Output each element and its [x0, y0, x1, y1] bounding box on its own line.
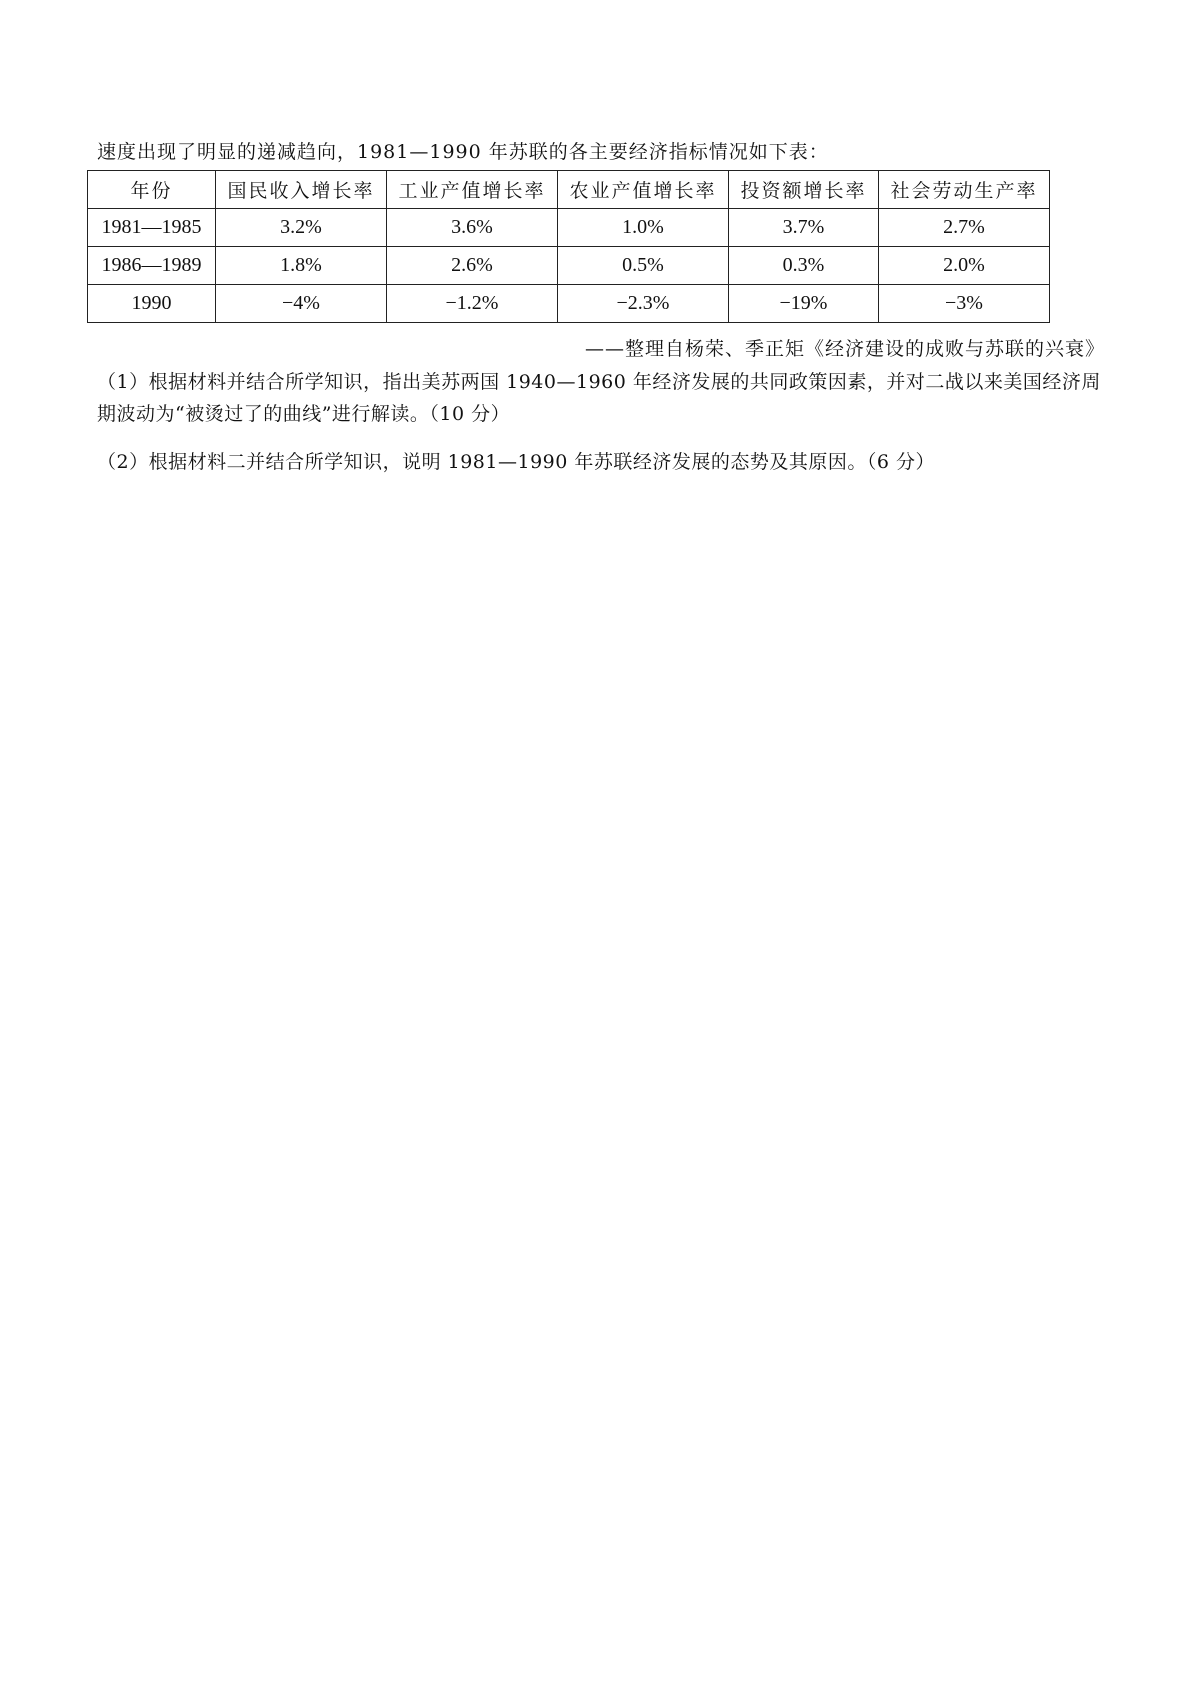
table-row: [88, 247, 1050, 285]
table-cell: 3.7%: [729, 209, 879, 247]
question-2: （2）根据材料二并结合所学知识，说明 1981—1990 年苏联经济发展的态势及其原因。（6 分）: [97, 451, 936, 473]
table-cell: 2.6%: [387, 247, 558, 285]
table-cell: −19%: [729, 285, 879, 323]
header-year: 年份: [88, 171, 216, 209]
table-cell-year: 1990: [88, 285, 216, 323]
table-cell: 1.0%: [558, 209, 729, 247]
table-cell: 3.6%: [387, 209, 558, 247]
table-cell: −3%: [879, 285, 1050, 323]
table-cell-year: 1981—1985: [88, 209, 216, 247]
table-cell: 0.5%: [558, 247, 729, 285]
header-investment: 投资额增长率: [729, 171, 879, 209]
table-cell: 2.7%: [879, 209, 1050, 247]
intro-text: 速度出现了明显的递减趋向，1981—1990 年苏联的各主要经济指标情况如下表：: [97, 141, 829, 163]
table-header-row: [88, 171, 1050, 209]
table-cell: −4%: [216, 285, 387, 323]
table-row: [88, 285, 1050, 323]
table-cell: 3.2%: [216, 209, 387, 247]
table-cell: 0.3%: [729, 247, 879, 285]
header-industrial-output: 工业产值增长率: [387, 171, 558, 209]
question-1: （1）根据材料并结合所学知识，指出美苏两国 1940—1960 年经济发展的共同政策因素，并对二战以来美国经济周期波动为“被烫过了的曲线”进行解读。（10 分）: [97, 371, 1101, 425]
economic-indicators-table: [87, 170, 1050, 323]
table-cell: 1.8%: [216, 247, 387, 285]
table-row: [88, 209, 1050, 247]
header-national-income: 国民收入增长率: [216, 171, 387, 209]
header-labor-productivity: 社会劳动生产率: [879, 171, 1050, 209]
source-citation: ——整理自杨荣、季正矩《经济建设的成败与苏联的兴衰》: [584, 338, 1105, 360]
table-cell: −1.2%: [387, 285, 558, 323]
header-agricultural-output: 农业产值增长率: [558, 171, 729, 209]
table-cell: −2.3%: [558, 285, 729, 323]
table-cell: 2.0%: [879, 247, 1050, 285]
table-cell-year: 1986—1989: [88, 247, 216, 285]
